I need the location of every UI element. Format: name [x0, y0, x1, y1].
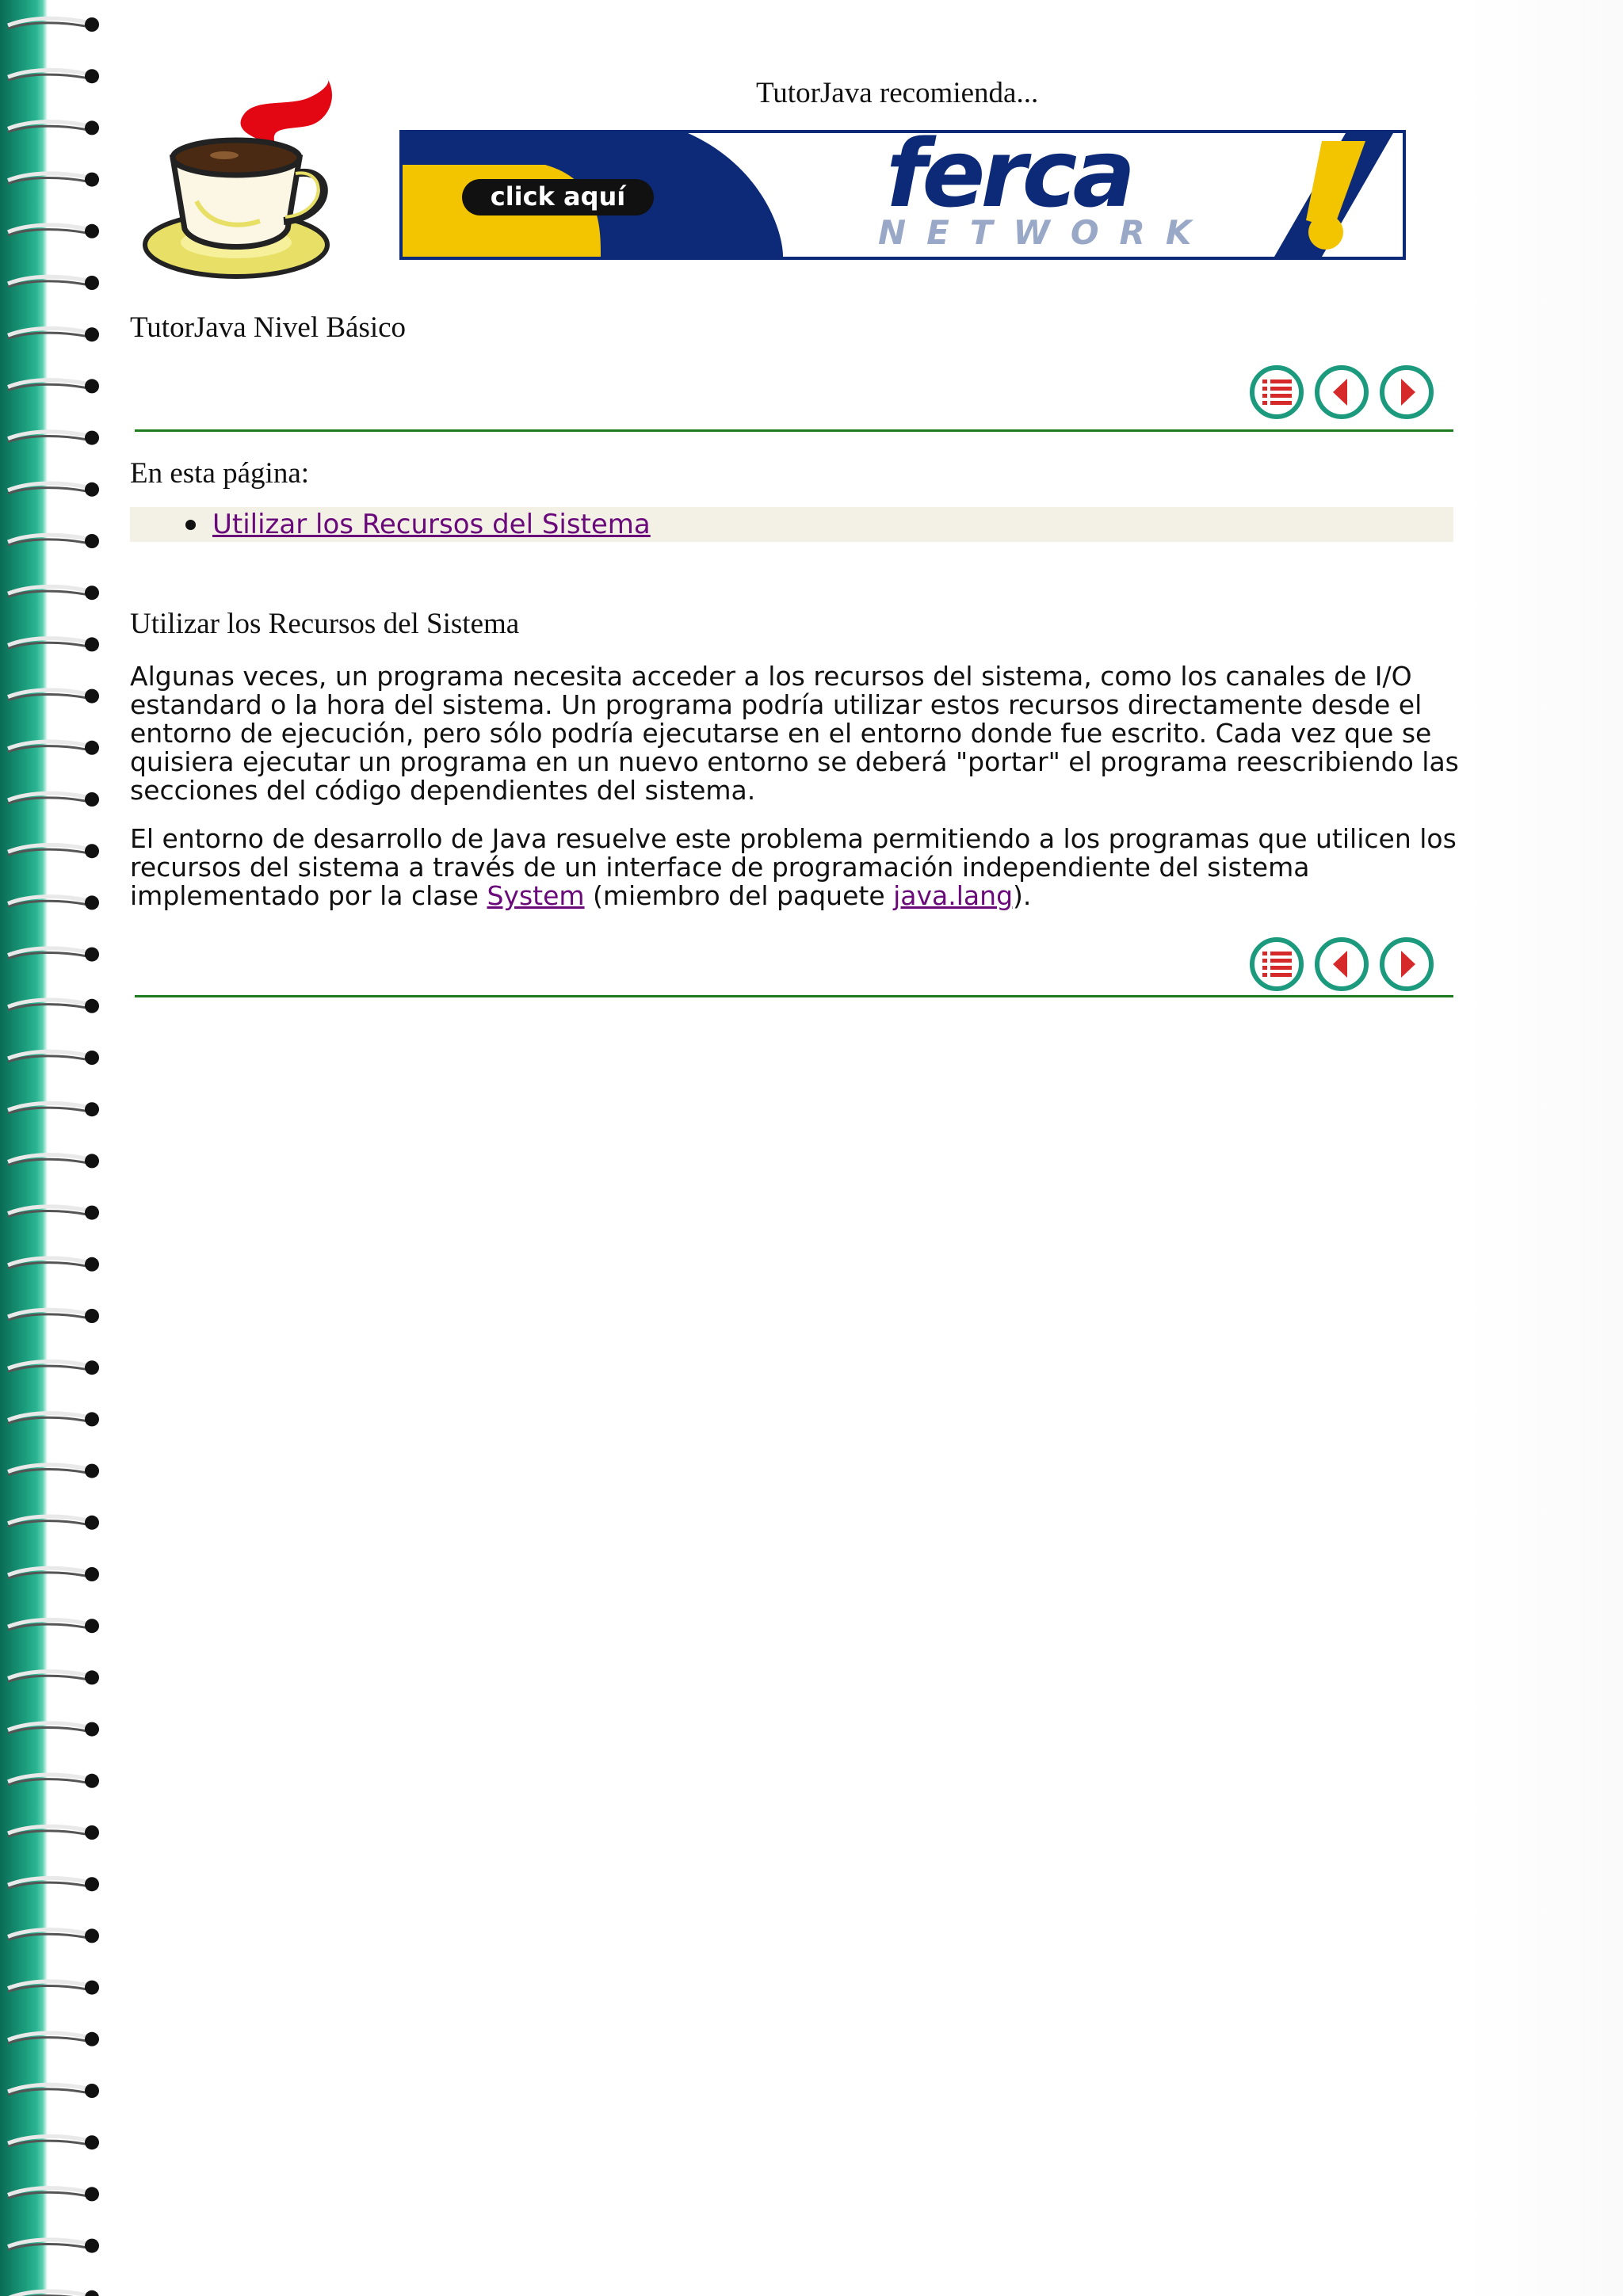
binding-ring: [8, 689, 99, 704]
binding-ring: [8, 1774, 99, 1788]
binding-ring: [8, 2135, 99, 2149]
contents-icon[interactable]: [1249, 364, 1304, 420]
binding-ring: [8, 1102, 99, 1116]
page-edge-shade: [1465, 0, 1623, 2296]
binding-ring: [8, 1309, 99, 1323]
contents-icon[interactable]: [1249, 936, 1304, 992]
binding-ring: [8, 1412, 99, 1426]
binding-ring: [8, 585, 99, 600]
bottom-nav-bar: [1239, 936, 1438, 995]
binding-ring: [8, 120, 99, 135]
paragraph-2-text-c: ).: [1013, 880, 1032, 911]
binding-ring: [8, 895, 99, 910]
binding-ring: [8, 1928, 99, 1943]
binding-ring: [8, 17, 99, 32]
recommend-text: TutorJava recomienda...: [756, 77, 1039, 109]
paragraph-1: Algunas veces, un programa necesita acceder a los recursos del sistema, como los canales de I/O estandard o la hora del sistema. Un programa podría utilizar estos recursos directamente desde el entorno de ejecución, pero sólo podría ejecutarse en el entorno donde fue escrito. Cada vez que se quisiera ejecutar un programa en un nuevo entorno se deberá "portar" el programa reescribiendo las secciones del código dependientes del sistema.: [130, 661, 1459, 806]
coffee-cup-logo: [141, 67, 339, 280]
binding-ring: [8, 2032, 99, 2046]
next-arrow-icon[interactable]: [1379, 364, 1434, 420]
binding-ring: [8, 1257, 99, 1272]
binding-ring: [8, 2239, 99, 2253]
banner-click-label: click aquí: [490, 181, 626, 212]
binding-ring: [8, 431, 99, 445]
binding-rings: [0, 0, 107, 2296]
binding-ring: [8, 2290, 99, 2296]
binding-ring: [8, 1877, 99, 1891]
system-class-link[interactable]: System: [487, 880, 585, 911]
binding-ring: [8, 792, 99, 807]
binding-ring: [8, 844, 99, 858]
binding-ring: [8, 1981, 99, 1995]
binding-ring: [8, 2084, 99, 2098]
binding-ring: [8, 1154, 99, 1168]
previous-arrow-icon[interactable]: [1314, 364, 1369, 420]
binding-ring: [8, 1825, 99, 1840]
binding-ring: [8, 276, 99, 290]
banner-brand-sub: NETWORK: [878, 213, 1212, 252]
binding-ring: [8, 1619, 99, 1633]
binding-ring: [8, 482, 99, 497]
binding-ring: [8, 1516, 99, 1530]
java-lang-link[interactable]: java.lang: [893, 880, 1014, 911]
toc-list: [130, 507, 1453, 542]
binding-ring: [8, 1670, 99, 1684]
binding-ring: [8, 1360, 99, 1375]
ferca-network-banner[interactable]: [399, 130, 1406, 260]
paragraph-2-text-a: El entorno de desarrollo de Java resuelve este problema permitiendo a los programas que utilicen los recursos del sistema a través de un interface de programación independiente del sistema implementado por la clase: [130, 823, 1457, 911]
binding-ring: [8, 1722, 99, 1737]
binding-ring: [8, 1464, 99, 1478]
binding-ring: [8, 999, 99, 1013]
binding-ring: [8, 379, 99, 393]
binding-ring: [8, 1567, 99, 1581]
binding-ring: [8, 948, 99, 962]
banner-brand-name: ferca: [886, 133, 1132, 228]
binding-ring: [8, 2187, 99, 2201]
binding-ring: [8, 173, 99, 187]
binding-ring: [8, 534, 99, 548]
bottom-divider: [135, 995, 1453, 997]
binding-ring: [8, 327, 99, 341]
next-arrow-icon[interactable]: [1379, 936, 1434, 992]
toc-link-system-resources[interactable]: Utilizar los Recursos del Sistema: [212, 509, 651, 540]
paragraph-2-text-b: (miembro del paquete: [584, 880, 894, 911]
top-nav-bar: [1239, 364, 1438, 423]
paragraph-2: [130, 825, 1461, 910]
bullet-icon: [185, 520, 196, 530]
binding-ring: [8, 637, 99, 651]
binding-ring: [8, 69, 99, 83]
section-title: Utilizar los Recursos del Sistema: [130, 608, 520, 640]
binding-ring: [8, 741, 99, 755]
previous-arrow-icon[interactable]: [1314, 936, 1369, 992]
binding-ring: [8, 1051, 99, 1065]
top-divider: [135, 429, 1453, 432]
binding-ring: [8, 224, 99, 238]
level-title: TutorJava Nivel Básico: [130, 311, 407, 344]
toc-heading: En esta página:: [130, 457, 310, 490]
binding-ring: [8, 1206, 99, 1220]
